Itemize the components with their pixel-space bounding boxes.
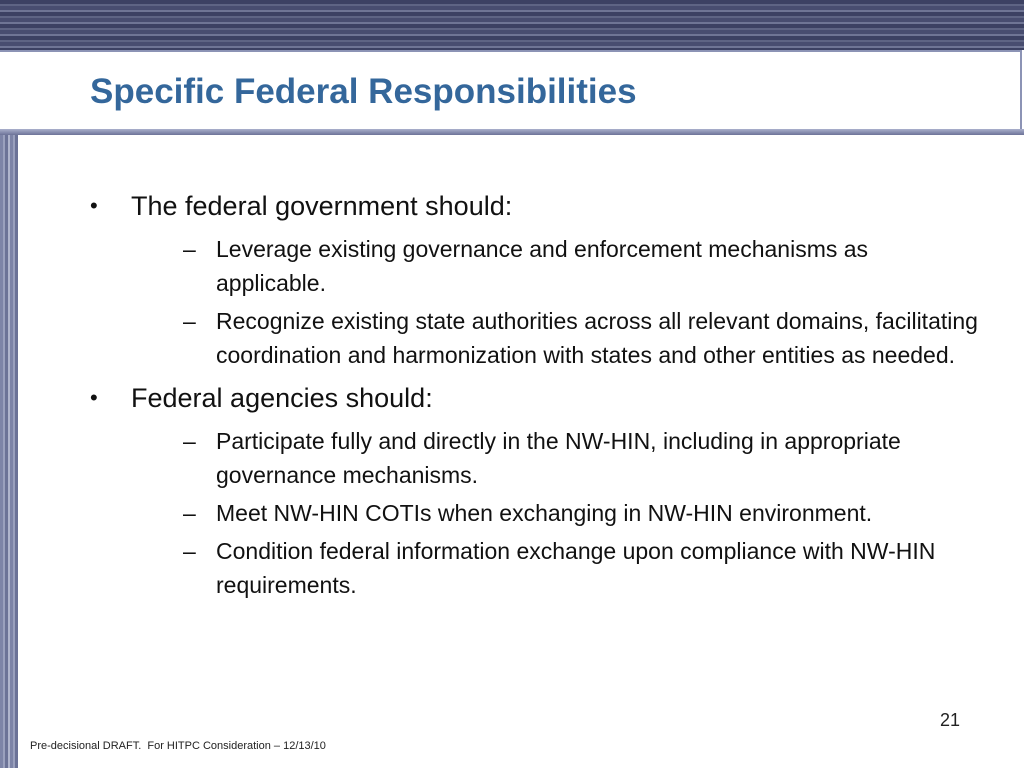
- header-stripes: [0, 0, 1024, 50]
- bullet-item: [90, 188, 980, 372]
- slide-title: Specific Federal Responsibilities: [90, 72, 637, 111]
- dash-marker: –: [183, 236, 196, 262]
- footer-note: Pre-decisional DRAFT. For HITPC Consideration – 12/13/10: [30, 740, 326, 752]
- sub-list: [131, 232, 980, 372]
- sub-item: [131, 424, 980, 492]
- bullet-item: [90, 380, 980, 602]
- bullet-marker: •: [90, 193, 98, 218]
- page-number: 21: [939, 710, 960, 730]
- sub-item-text: Participate fully and directly in the NW-HIN, including in appropriate governance mechanisms.: [216, 428, 901, 488]
- sub-item: [131, 232, 980, 300]
- left-accent-bar: [0, 135, 18, 768]
- bullet-text: The federal government should:: [131, 191, 513, 221]
- dash-marker: –: [183, 538, 196, 564]
- sub-item: [131, 534, 980, 602]
- sub-item: [131, 304, 980, 372]
- sub-item-text: Meet NW-HIN COTIs when exchanging in NW-HIN environment.: [216, 500, 873, 526]
- sub-item-text: Recognize existing state authorities across all relevant domains, facilitating coordination and harmonization with states and other entities as needed.: [216, 308, 978, 368]
- bullet-text: Federal agencies should:: [131, 383, 433, 413]
- title-divider: [0, 129, 1024, 135]
- sub-list: [131, 424, 980, 602]
- dash-marker: –: [183, 428, 196, 454]
- sub-item-text: Leverage existing governance and enforcement mechanisms as applicable.: [216, 236, 869, 296]
- bullet-marker: •: [90, 385, 98, 410]
- dash-marker: –: [183, 500, 196, 526]
- sub-item-text: Condition federal information exchange upon compliance with NW-HIN requirements.: [216, 538, 936, 598]
- slide-body: [90, 188, 980, 602]
- sub-item: [131, 496, 980, 530]
- dash-marker: –: [183, 308, 196, 334]
